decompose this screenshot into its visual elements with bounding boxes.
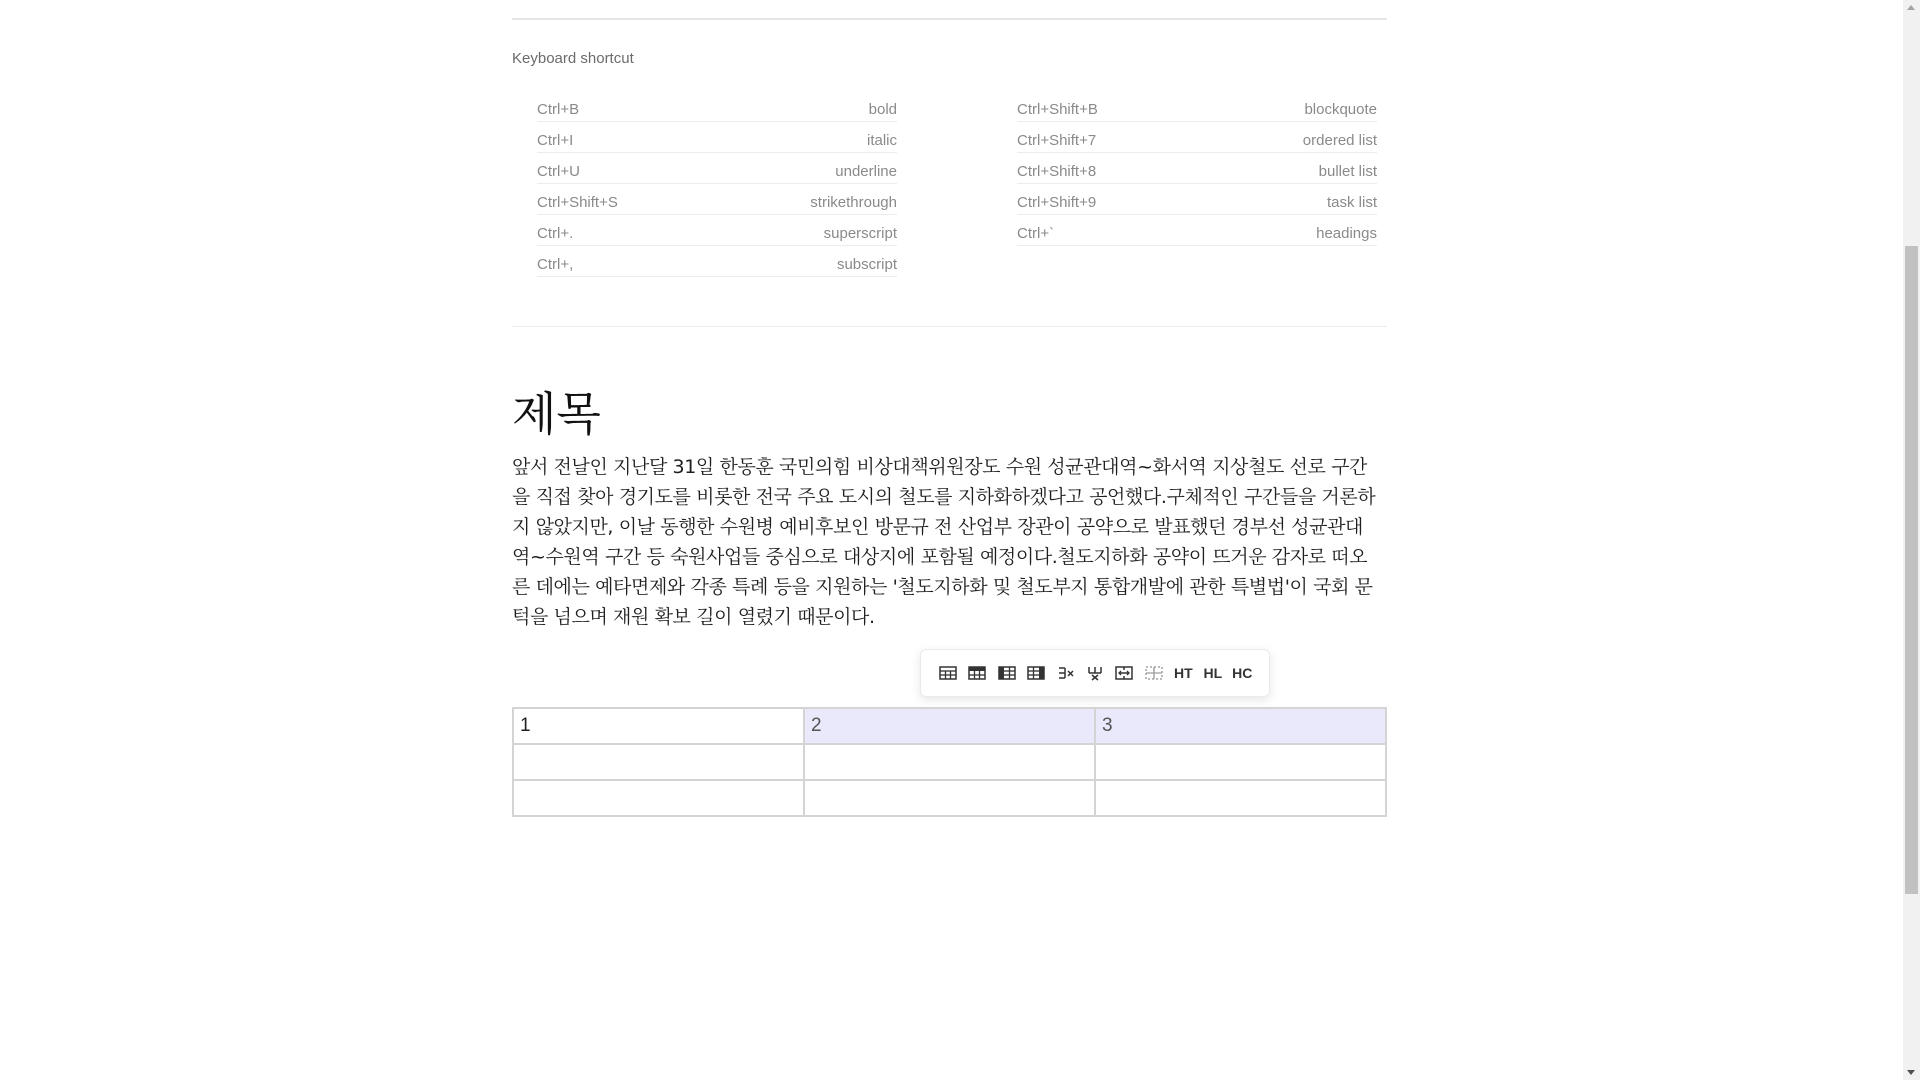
shortcut-keys: Ctrl+. (537, 225, 574, 242)
shortcut-row (537, 247, 897, 277)
shortcut-action: superscript (823, 225, 897, 242)
shortcut-row (1017, 216, 1377, 246)
top-divider (512, 18, 1387, 20)
shortcut-row (1017, 123, 1377, 153)
table-row (513, 744, 1386, 780)
table-cell[interactable] (1095, 780, 1386, 816)
shortcut-keys: Ctrl+, (537, 256, 574, 273)
shortcut-keys: Ctrl+Shift+8 (1017, 163, 1097, 180)
shortcut-keys: Ctrl+I (537, 132, 574, 149)
add-column-after-icon[interactable] (1021, 658, 1050, 688)
shortcut-action: bullet list (1318, 163, 1377, 180)
table-row (513, 708, 1386, 744)
split-cell-icon[interactable] (1139, 658, 1168, 688)
toggle-header-cell-button[interactable]: HC (1232, 665, 1253, 681)
table-cell-selected[interactable]: 2 (804, 708, 1095, 744)
table-cell[interactable] (804, 744, 1095, 780)
table-cell[interactable] (513, 744, 804, 780)
document-paragraph[interactable]: 앞서 전날인 지난달 31일 한동훈 국민의힘 비상대책위원장도 수원 성균관대역~화서역 지상철도 선로 구간을 직접 찾아 경기도를 비롯한 전국 주요 도시의 철도를 지하화하겠다고 공언했다.구체적인 구간들을 거론하지 않았지만, 이날 동행한 수원병 예비후보인 방문규 전 산업부 장관이 공약으로 발표했던 경부선 성균관대역~수원역 구간 등 숙원사업들 중심으로 대상지에 포함될 예정이다.철도지하화 공약이 뜨거운 감자로 떠오른 데에는 예타면제와 각종 특례 등을 지원하는 '철도지하화 및 철도부지 통합개발에 관한 특별법'이 국회 문턱을 넘으며 재원 확보 길이 열렸기 때문이다. (512, 456, 1376, 628)
table-cell-selected[interactable]: 3 (1095, 708, 1386, 744)
shortcut-list-left (537, 92, 897, 278)
shortcut-row (1017, 185, 1377, 215)
shortcut-row (537, 154, 897, 184)
vertical-scrollbar[interactable] (1903, 0, 1920, 1080)
merge-cells-icon[interactable] (1110, 658, 1139, 688)
shortcut-list-right (1017, 92, 1377, 247)
shortcut-keys: Ctrl+` (1017, 225, 1055, 242)
editor-table (512, 707, 1387, 817)
shortcut-action: headings (1316, 225, 1377, 242)
add-column-before-icon[interactable] (992, 658, 1021, 688)
shortcut-keys: Ctrl+U (537, 163, 580, 180)
shortcut-action: task list (1326, 194, 1377, 211)
scroll-up-icon[interactable] (1907, 5, 1915, 10)
delete-row-icon[interactable] (1051, 658, 1080, 688)
shortcut-action: bold (868, 101, 897, 118)
shortcut-action: ordered list (1302, 132, 1377, 149)
shortcut-row (1017, 154, 1377, 184)
shortcut-action: underline (835, 163, 897, 180)
add-row-icon[interactable] (962, 658, 991, 688)
toggle-header-column-button[interactable]: HL (1203, 665, 1223, 681)
shortcut-row (537, 92, 897, 122)
table-cell[interactable] (1095, 744, 1386, 780)
shortcut-keys: Ctrl+Shift+B (1017, 101, 1098, 118)
shortcut-row (537, 123, 897, 153)
shortcut-action: blockquote (1304, 101, 1377, 118)
shortcut-row (1017, 92, 1377, 122)
shortcut-row (537, 185, 897, 215)
table-cell[interactable] (513, 780, 804, 816)
shortcut-row (537, 216, 897, 246)
section-divider (512, 326, 1387, 327)
document-heading[interactable]: 제목 (512, 387, 601, 441)
shortcut-action: subscript (836, 256, 897, 273)
shortcut-action: strikethrough (810, 194, 897, 211)
shortcut-section-title: Keyboard shortcut (512, 50, 634, 67)
shortcut-keys: Ctrl+Shift+S (537, 194, 618, 211)
table-row (513, 780, 1386, 816)
shortcut-keys: Ctrl+B (537, 101, 580, 118)
toggle-header-row-button[interactable]: HT (1174, 665, 1193, 681)
delete-column-icon[interactable] (1080, 658, 1109, 688)
shortcut-keys: Ctrl+Shift+7 (1017, 132, 1097, 149)
table-cell[interactable]: 1 (513, 708, 804, 744)
table-toolbar (920, 649, 1270, 697)
shortcut-action: italic (866, 132, 897, 149)
table-cell[interactable] (804, 780, 1095, 816)
scroll-down-icon[interactable] (1907, 1070, 1915, 1075)
shortcut-keys: Ctrl+Shift+9 (1017, 194, 1097, 211)
scrollbar-thumb[interactable] (1905, 246, 1918, 894)
table-icon[interactable] (933, 658, 962, 688)
